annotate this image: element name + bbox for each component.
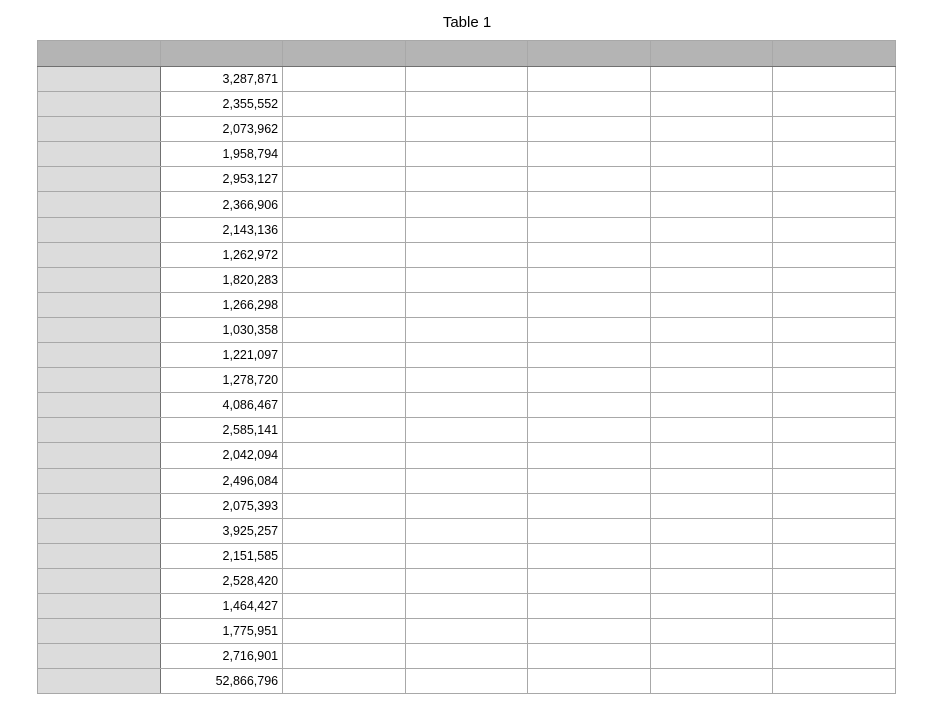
table-row: [38, 267, 896, 292]
empty-cell[interactable]: [773, 593, 896, 618]
empty-cell[interactable]: [773, 568, 896, 593]
empty-cell[interactable]: [528, 518, 651, 543]
empty-cell[interactable]: [283, 393, 406, 418]
empty-cell[interactable]: [528, 167, 651, 192]
table-row: [38, 619, 896, 644]
empty-cell[interactable]: [650, 192, 773, 217]
empty-cell[interactable]: [405, 368, 528, 393]
row-header-cell[interactable]: [38, 568, 161, 593]
table-row: [38, 368, 896, 393]
row-header-cell[interactable]: [38, 669, 161, 694]
empty-cell[interactable]: [405, 619, 528, 644]
row-header-cell[interactable]: [38, 292, 161, 317]
empty-cell[interactable]: [283, 343, 406, 368]
empty-cell[interactable]: [773, 217, 896, 242]
empty-cell[interactable]: [528, 393, 651, 418]
empty-cell[interactable]: [405, 593, 528, 618]
empty-cell[interactable]: [283, 267, 406, 292]
header-row: [38, 41, 896, 67]
value-cell[interactable]: 2,151,585: [160, 543, 283, 568]
row-header-cell[interactable]: [38, 67, 161, 92]
empty-cell[interactable]: [650, 117, 773, 142]
empty-cell[interactable]: [650, 393, 773, 418]
empty-cell[interactable]: [405, 317, 528, 342]
empty-cell[interactable]: [773, 493, 896, 518]
row-header-cell[interactable]: [38, 217, 161, 242]
table-row: [38, 92, 896, 117]
empty-cell[interactable]: [773, 443, 896, 468]
empty-cell[interactable]: [650, 343, 773, 368]
empty-cell[interactable]: [773, 343, 896, 368]
row-header-cell[interactable]: [38, 619, 161, 644]
table-row: [38, 543, 896, 568]
empty-cell[interactable]: [405, 644, 528, 669]
row-header-cell[interactable]: [38, 343, 161, 368]
empty-cell[interactable]: [405, 92, 528, 117]
value-cell[interactable]: 1,262,972: [160, 242, 283, 267]
empty-cell[interactable]: [528, 568, 651, 593]
empty-cell[interactable]: [650, 242, 773, 267]
sheet-title: Table 1: [442, 14, 492, 31]
empty-cell[interactable]: [283, 593, 406, 618]
value-cell[interactable]: 1,820,283: [160, 267, 283, 292]
empty-cell[interactable]: [283, 669, 406, 694]
table-row: [38, 167, 896, 192]
row-header-cell[interactable]: [38, 142, 161, 167]
empty-cell[interactable]: [283, 67, 406, 92]
table-row: [38, 518, 896, 543]
row-header-cell[interactable]: [38, 393, 161, 418]
table-row: [38, 292, 896, 317]
empty-cell[interactable]: [405, 418, 528, 443]
empty-cell[interactable]: [283, 443, 406, 468]
empty-cell[interactable]: [650, 368, 773, 393]
row-header-cell[interactable]: [38, 468, 161, 493]
table-row: [38, 644, 896, 669]
empty-cell[interactable]: [283, 242, 406, 267]
empty-cell[interactable]: [283, 644, 406, 669]
empty-cell[interactable]: [528, 242, 651, 267]
empty-cell[interactable]: [405, 192, 528, 217]
value-cell[interactable]: 1,278,720: [160, 368, 283, 393]
empty-cell[interactable]: [405, 669, 528, 694]
row-header-cell[interactable]: [38, 192, 161, 217]
header-cell[interactable]: [650, 41, 773, 67]
empty-cell[interactable]: [528, 117, 651, 142]
row-header-cell[interactable]: [38, 117, 161, 142]
empty-cell[interactable]: [528, 418, 651, 443]
row-header-cell[interactable]: [38, 518, 161, 543]
empty-cell[interactable]: [650, 142, 773, 167]
empty-cell[interactable]: [405, 217, 528, 242]
empty-cell[interactable]: [650, 619, 773, 644]
table-row: [38, 217, 896, 242]
empty-cell[interactable]: [528, 644, 651, 669]
row-header-cell[interactable]: [38, 493, 161, 518]
empty-cell[interactable]: [773, 92, 896, 117]
empty-cell[interactable]: [405, 518, 528, 543]
value-cell[interactable]: 4,086,467: [160, 393, 283, 418]
table-row: [38, 443, 896, 468]
empty-cell[interactable]: [773, 518, 896, 543]
table-row: [38, 317, 896, 342]
empty-cell[interactable]: [405, 468, 528, 493]
row-header-cell[interactable]: [38, 167, 161, 192]
value-cell[interactable]: 2,143,136: [160, 217, 283, 242]
value-cell[interactable]: 2,366,906: [160, 192, 283, 217]
empty-cell[interactable]: [650, 292, 773, 317]
empty-cell[interactable]: [773, 117, 896, 142]
header-cell[interactable]: [160, 41, 283, 67]
empty-cell[interactable]: [283, 568, 406, 593]
empty-cell[interactable]: [283, 543, 406, 568]
empty-cell[interactable]: [773, 393, 896, 418]
empty-cell[interactable]: [283, 418, 406, 443]
empty-cell[interactable]: [528, 493, 651, 518]
empty-cell[interactable]: [528, 142, 651, 167]
empty-cell[interactable]: [650, 644, 773, 669]
empty-cell[interactable]: [773, 418, 896, 443]
empty-cell[interactable]: [528, 192, 651, 217]
value-cell[interactable]: 2,073,962: [160, 117, 283, 142]
value-cell[interactable]: 3,925,257: [160, 518, 283, 543]
row-header-cell[interactable]: [38, 543, 161, 568]
empty-cell[interactable]: [405, 167, 528, 192]
empty-cell[interactable]: [650, 92, 773, 117]
value-cell[interactable]: 2,953,127: [160, 167, 283, 192]
empty-cell[interactable]: [773, 292, 896, 317]
table-row: [38, 418, 896, 443]
empty-cell[interactable]: [650, 67, 773, 92]
empty-cell[interactable]: [283, 217, 406, 242]
empty-cell[interactable]: [283, 167, 406, 192]
empty-cell[interactable]: [773, 192, 896, 217]
header-cell[interactable]: [405, 41, 528, 67]
header-cell[interactable]: [38, 41, 161, 67]
value-cell[interactable]: 1,221,097: [160, 343, 283, 368]
row-header-cell[interactable]: [38, 267, 161, 292]
row-header-cell[interactable]: [38, 443, 161, 468]
empty-cell[interactable]: [405, 292, 528, 317]
empty-cell[interactable]: [650, 167, 773, 192]
empty-cell[interactable]: [650, 443, 773, 468]
empty-cell[interactable]: [528, 292, 651, 317]
empty-cell[interactable]: [773, 317, 896, 342]
table-row: [38, 493, 896, 518]
table-container: [37, 40, 896, 694]
table-row: [38, 67, 896, 92]
empty-cell[interactable]: [405, 67, 528, 92]
empty-cell[interactable]: [528, 368, 651, 393]
empty-cell[interactable]: [528, 619, 651, 644]
empty-cell[interactable]: [650, 568, 773, 593]
header-cell[interactable]: [773, 41, 896, 67]
empty-cell[interactable]: [405, 393, 528, 418]
empty-cell[interactable]: [405, 267, 528, 292]
empty-cell[interactable]: [528, 67, 651, 92]
empty-cell[interactable]: [773, 167, 896, 192]
header-cell[interactable]: [528, 41, 651, 67]
empty-cell[interactable]: [283, 142, 406, 167]
row-header-cell[interactable]: [38, 644, 161, 669]
table-row: [38, 142, 896, 167]
empty-cell[interactable]: [650, 593, 773, 618]
empty-cell[interactable]: [528, 593, 651, 618]
data-table: [37, 40, 896, 694]
empty-cell[interactable]: [405, 543, 528, 568]
empty-cell[interactable]: [773, 644, 896, 669]
empty-cell[interactable]: [650, 468, 773, 493]
empty-cell[interactable]: [283, 317, 406, 342]
empty-cell[interactable]: [283, 518, 406, 543]
empty-cell[interactable]: [528, 468, 651, 493]
empty-cell[interactable]: [773, 368, 896, 393]
empty-cell[interactable]: [283, 468, 406, 493]
value-cell[interactable]: 2,528,420: [160, 568, 283, 593]
empty-cell[interactable]: [405, 117, 528, 142]
empty-cell[interactable]: [773, 543, 896, 568]
table-row: [38, 393, 896, 418]
empty-cell[interactable]: [773, 67, 896, 92]
table-row: [38, 242, 896, 267]
empty-cell[interactable]: [650, 267, 773, 292]
empty-cell[interactable]: [283, 92, 406, 117]
empty-cell[interactable]: [773, 267, 896, 292]
empty-cell[interactable]: [528, 217, 651, 242]
empty-cell[interactable]: [773, 619, 896, 644]
table-row: [38, 669, 896, 694]
header-cell[interactable]: [283, 41, 406, 67]
empty-cell[interactable]: [528, 669, 651, 694]
table-row: [38, 468, 896, 493]
empty-cell[interactable]: [650, 669, 773, 694]
table-row: [38, 343, 896, 368]
empty-cell[interactable]: [773, 669, 896, 694]
value-cell[interactable]: 1,030,358: [160, 317, 283, 342]
empty-cell[interactable]: [528, 343, 651, 368]
row-header-cell[interactable]: [38, 368, 161, 393]
empty-cell[interactable]: [650, 418, 773, 443]
value-cell[interactable]: 52,866,796: [160, 669, 283, 694]
row-header-cell[interactable]: [38, 242, 161, 267]
row-header-cell[interactable]: [38, 593, 161, 618]
value-cell[interactable]: 1,266,298: [160, 292, 283, 317]
empty-cell[interactable]: [405, 568, 528, 593]
empty-cell[interactable]: [405, 443, 528, 468]
empty-cell[interactable]: [283, 192, 406, 217]
empty-cell[interactable]: [650, 543, 773, 568]
empty-cell[interactable]: [528, 443, 651, 468]
empty-cell[interactable]: [283, 493, 406, 518]
value-cell[interactable]: 2,042,094: [160, 443, 283, 468]
table-row: [38, 593, 896, 618]
row-header-cell[interactable]: [38, 92, 161, 117]
value-cell[interactable]: 2,496,084: [160, 468, 283, 493]
empty-cell[interactable]: [283, 292, 406, 317]
empty-cell[interactable]: [773, 142, 896, 167]
empty-cell[interactable]: [405, 493, 528, 518]
empty-cell[interactable]: [405, 343, 528, 368]
empty-cell[interactable]: [650, 317, 773, 342]
value-cell[interactable]: 2,075,393: [160, 493, 283, 518]
empty-cell[interactable]: [405, 142, 528, 167]
table-row: [38, 117, 896, 142]
empty-cell[interactable]: [650, 518, 773, 543]
empty-cell[interactable]: [528, 317, 651, 342]
value-cell[interactable]: 1,464,427: [160, 593, 283, 618]
empty-cell[interactable]: [528, 543, 651, 568]
empty-cell[interactable]: [528, 92, 651, 117]
empty-cell[interactable]: [773, 468, 896, 493]
table-row: [38, 192, 896, 217]
empty-cell[interactable]: [773, 242, 896, 267]
value-cell[interactable]: 3,287,871: [160, 67, 283, 92]
empty-cell[interactable]: [650, 217, 773, 242]
empty-cell[interactable]: [528, 267, 651, 292]
value-cell[interactable]: 2,716,901: [160, 644, 283, 669]
empty-cell[interactable]: [650, 493, 773, 518]
table-row: [38, 568, 896, 593]
empty-cell[interactable]: [283, 368, 406, 393]
value-cell[interactable]: 1,775,951: [160, 619, 283, 644]
row-header-cell[interactable]: [38, 317, 161, 342]
value-cell[interactable]: 2,585,141: [160, 418, 283, 443]
empty-cell[interactable]: [283, 619, 406, 644]
empty-cell[interactable]: [283, 117, 406, 142]
value-cell[interactable]: 2,355,552: [160, 92, 283, 117]
empty-cell[interactable]: [405, 242, 528, 267]
value-cell[interactable]: 1,958,794: [160, 142, 283, 167]
row-header-cell[interactable]: [38, 418, 161, 443]
